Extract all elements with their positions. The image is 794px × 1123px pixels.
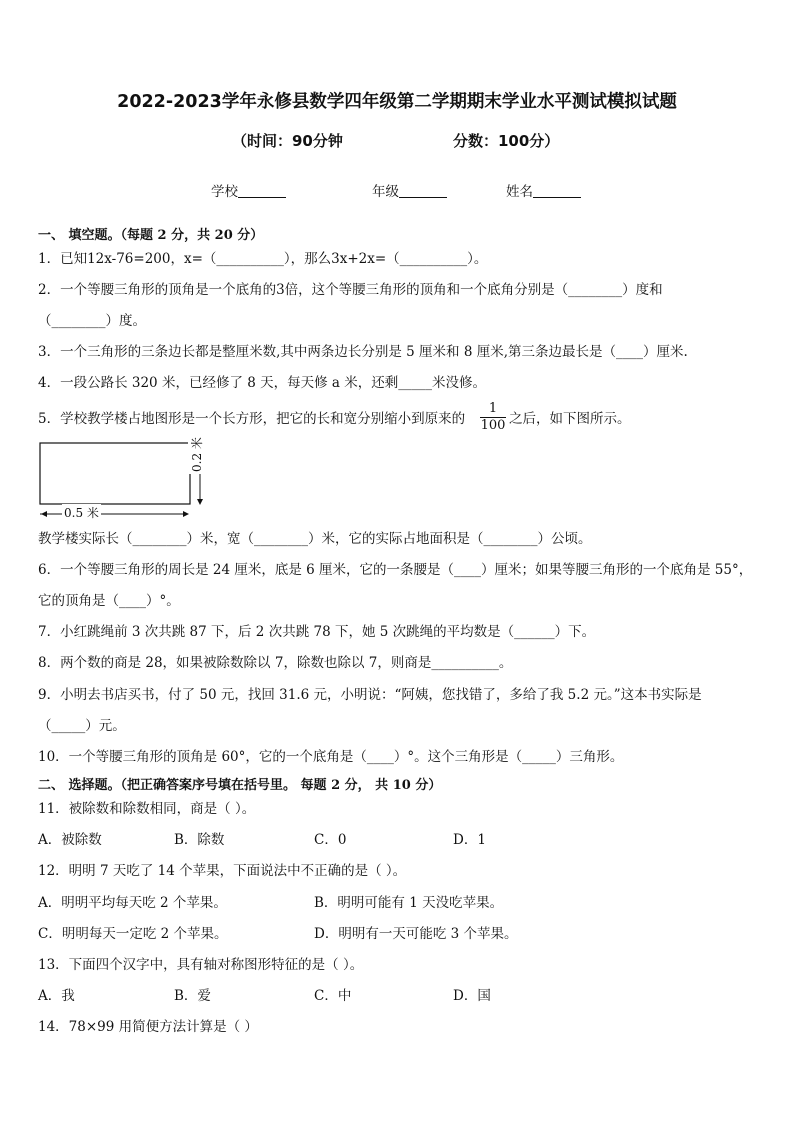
q11-option-d[interactable]: D．1	[453, 832, 486, 848]
question-9-line-1: 9．小明去书店买书，付了 50 元，找回 31.6 元，小明说：“阿姨，您找错了，多给了我 5.2 元。”这本书实际是	[38, 687, 702, 703]
q13-option-b[interactable]: B．爱	[174, 988, 211, 1004]
question-2-line-2: （________）度。	[38, 313, 146, 329]
fraction-numerator: 1	[488, 401, 498, 416]
exam-title: 2022-2023学年永修县数学四年级第二学期期末学业水平测试模拟试题	[117, 92, 677, 112]
question-5-line-2: 教学楼实际长（________）米，宽（________）米，它的实际占地面积是（________）公顷。	[38, 531, 592, 547]
name-field[interactable]	[506, 180, 581, 200]
figure-height-label: 0.2 米	[190, 437, 204, 472]
question-3: 3．一个三角形的三条边长都是整厘米数,其中两条边长分别是 5 厘米和 8 厘米,第三条边最长是（____）厘米.	[38, 344, 688, 360]
fraction-denominator: 100	[480, 418, 506, 433]
school-blank[interactable]	[238, 183, 286, 198]
question-5-line-1-end: 之后，如下图所示。	[509, 411, 631, 427]
q12-option-c[interactable]: C．明明每天一定吃 2 个苹果。	[38, 926, 228, 942]
exam-time: （时间：90分钟	[232, 132, 343, 150]
question-13: 13．下面四个汉字中，具有轴对称图形特征的是（ ）。	[38, 957, 364, 973]
question-12: 12．明明 7 天吃了 14 个苹果，下面说法中不正确的是（ ）。	[38, 863, 407, 879]
question-9-line-2: （_____）元。	[38, 718, 126, 734]
q13-option-c[interactable]: C．中	[314, 988, 352, 1004]
q11-option-b[interactable]: B．除数	[174, 832, 225, 848]
q11-option-c[interactable]: C．0	[314, 832, 347, 848]
q13-option-a[interactable]: A．我	[38, 988, 75, 1004]
grade-blank[interactable]	[399, 183, 447, 198]
grade-field[interactable]	[372, 180, 447, 200]
grade-label: 年级	[372, 184, 399, 200]
school-label: 学校	[211, 184, 238, 200]
question-14: 14．78×99 用简便方法计算是（ ）	[38, 1019, 258, 1035]
question-5-line-1: 5．学校教学楼占地图形是一个长方形，把它的长和宽分别缩小到原来的	[38, 411, 466, 427]
question-4: 4．一段公路长 320 米，已经修了 8 天，每天修 a 米，还剩_____米没修。	[38, 375, 486, 391]
section-2-heading: 二、 选择题。（把正确答案序号填在括号里。 每题 2 分， 共 10 分）	[38, 778, 442, 793]
question-6-line-1: 6．一个等腰三角形的周长是 24 厘米，底是 6 厘米，它的一条腰是（____）厘米；如果等腰三角形的一个底角是 55°，	[38, 562, 753, 578]
question-6-line-2: 它的顶角是（____）°。	[38, 593, 180, 609]
q12-option-b[interactable]: B．明明可能有 1 天没吃苹果。	[314, 895, 504, 911]
question-2-line-1: 2．一个等腰三角形的顶角是一个底角的3倍，这个等腰三角形的顶角和一个底角分别是（________）度和	[38, 282, 663, 298]
question-11: 11．被除数和除数相同，商是（ ）。	[38, 801, 256, 817]
exam-score: 分数：100分）	[453, 132, 560, 150]
fraction-one-hundredth	[480, 401, 506, 434]
question-7: 7．小红跳绳前 3 次共跳 87 下，后 2 次共跳 78 下，她 5 次跳绳的平均数是（______）下。	[38, 624, 596, 640]
q11-option-a[interactable]: A．被除数	[38, 832, 102, 848]
name-label: 姓名	[506, 184, 533, 200]
question-8: 8．两个数的商是 28，如果被除数除以 7，除数也除以 7，则商是__________。	[38, 655, 513, 671]
q12-option-a[interactable]: A．明明平均每天吃 2 个苹果。	[38, 895, 227, 911]
question-10: 10．一个等腰三角形的顶角是 60°，它的一个底角是（____）°。这个三角形是（_____）三角形。	[38, 749, 624, 765]
question-1: 1．已知12x-76=200，x=（__________），那么3x+2x=（__________）。	[38, 251, 488, 267]
section-1-heading: 一、 填空题。（每题 2 分，共 20 分）	[38, 228, 264, 243]
q13-option-d[interactable]: D．国	[453, 988, 491, 1004]
school-field[interactable]	[211, 180, 286, 200]
figure-width-label: 0.5 米	[64, 506, 99, 520]
name-blank[interactable]	[533, 183, 581, 198]
building-rectangle	[40, 443, 190, 504]
q12-option-d[interactable]: D．明明有一天可能吃 3 个苹果。	[314, 926, 518, 942]
